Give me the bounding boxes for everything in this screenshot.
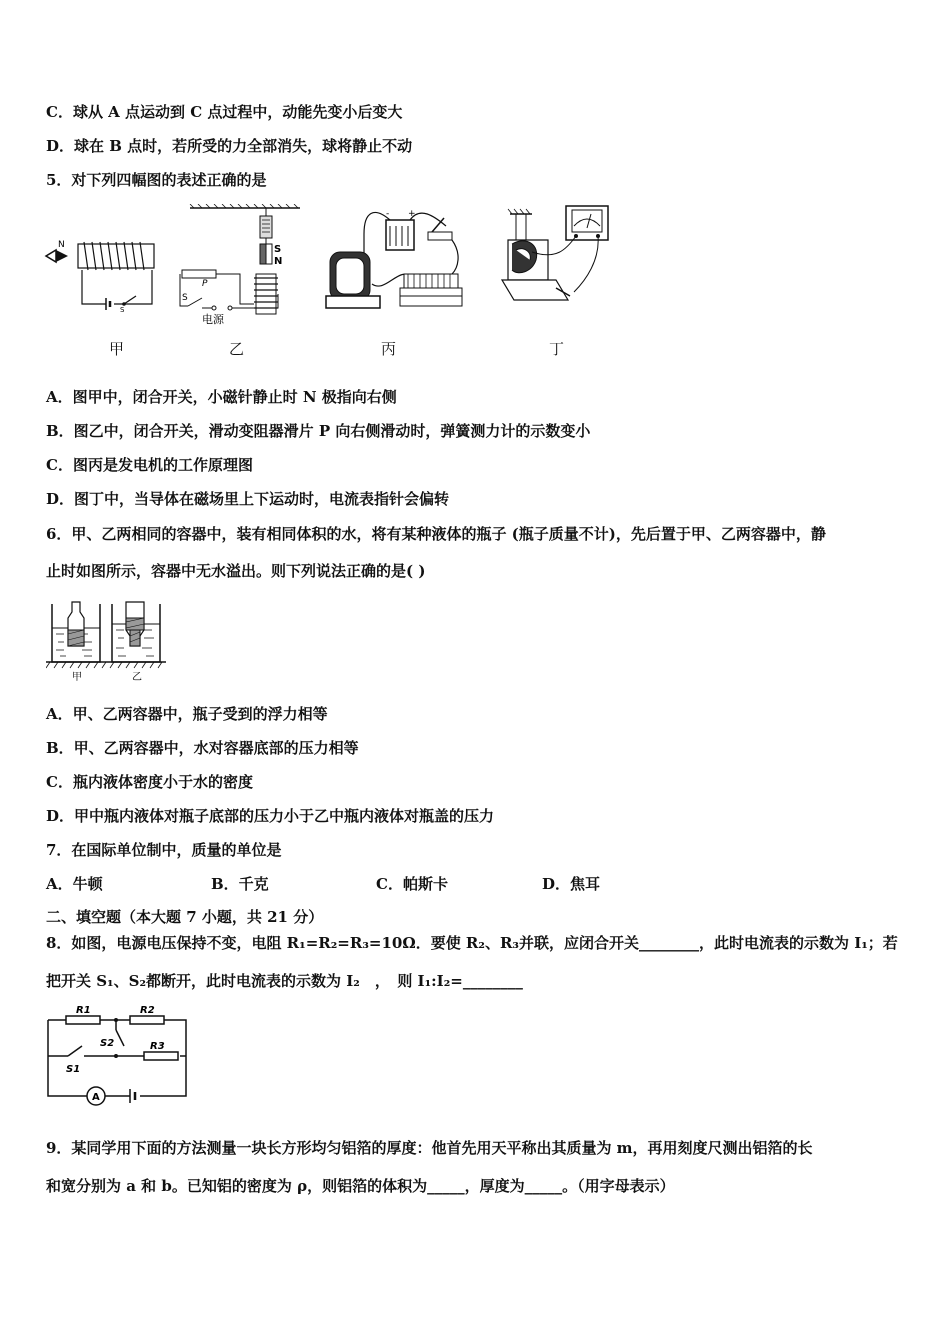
q5-stem: 5．对下列四幅图的表述正确的是 [46,171,267,189]
switch-s-label: S [120,306,125,312]
r2-label: R2 [140,1005,155,1016]
q6-option-b: B．甲、乙两容器中，水对容器底部的压力相等 [46,739,359,757]
svg-text:-: - [386,209,390,219]
q6-stem-line2: 止时如图所示，容器中无水溢出。则下列说法正确的是( ) [46,562,426,580]
q5-figure-yi [174,204,304,326]
q5-figure-jia [44,232,164,312]
s2-label: S2 [100,1038,115,1049]
q9-line1: 9．某同学用下面的方法测量一块长方形均匀铝箔的厚度：他首先用天平称出其质量为 m，再用刻度尺测出铝箔的长 [46,1139,813,1157]
svg-text:+: + [408,209,416,219]
switch-s2-label: S [182,293,188,303]
q7-option-d: D．焦耳 [542,875,601,893]
q8-line1: 8．如图，电源电压保持不变，电阻 R₁=R₂=R₃=10Ω．要使 R₂、R₃并联，应闭合开关________，此时电流表的示数为 I₁；若 [46,934,898,952]
q7-option-c: C．帕斯卡 [376,875,448,893]
q6-option-d: D．甲中瓶内液体对瓶子底部的压力小于乙中瓶内液体对瓶盖的压力 [46,807,495,825]
q5-option-a: A．图甲中，闭合开关，小磁针静止时 N 极指向右侧 [46,388,397,406]
magnet-n-label: N [274,256,283,267]
q7-options [46,874,646,894]
q4-option-c: C．球从 A 点运动到 C 点过程中，动能先变小后变大 [46,103,403,121]
q5-option-b: B．图乙中，闭合开关，滑动变阻器滑片 P 向右侧滑动时，弹簧测力计的示数变小 [46,422,591,440]
q5-caption-ding: 丁 [549,340,565,358]
power-label: 电源 [202,313,224,326]
magnet-s-label: S [274,244,282,255]
q5-option-c: C．图丙是发电机的工作原理图 [46,456,253,474]
r3-label: R3 [150,1041,165,1052]
q5-caption-yi: 乙 [229,340,245,358]
q5-figure-ding [496,200,616,312]
q6-caption-yi: 乙 [132,672,142,683]
needle-n-label: N [58,240,65,250]
q6-caption-jia: 甲 [72,672,82,683]
slider-p-label: P [202,279,208,289]
q6-stem-line1: 6．甲、乙两相同的容器中，装有相同体积的水，将有某种液体的瓶子 (瓶子质量不计)，先后置于甲、乙两容器中，静 [46,525,826,543]
section-2-title: 二、填空题（本大题 7 小题，共 21 分） [46,908,324,926]
q8-circuit-diagram [44,1000,190,1106]
q6-figure [46,598,166,684]
q5-caption-bing: 丙 [381,340,397,358]
q5-figure-bing [324,204,464,316]
r1-label: R1 [76,1005,91,1016]
q5-caption-jia: 甲 [109,340,125,358]
q8-line2: 把开关 S₁、S₂都断开，此时电流表的示数为 I₂ ， 则 I₁:I₂=________ [46,972,523,990]
q7-option-b: B．千克 [211,875,269,893]
q5-option-d: D．图丁中，当导体在磁场里上下运动时，电流表指针会偏转 [46,490,450,508]
q7-stem: 7．在国际单位制中，质量的单位是 [46,841,282,859]
q4-option-d: D．球在 B 点时，若所受的力全部消失，球将静止不动 [46,137,413,155]
s1-label: S1 [66,1064,81,1075]
q7-option-a: A．牛顿 [46,875,103,893]
ammeter-label: A [92,1092,100,1103]
q6-option-a: A．甲、乙两容器中，瓶子受到的浮力相等 [46,705,328,723]
q9-line2: 和宽分别为 a 和 b。已知铝的密度为 ρ，则铝箔的体积为_____，厚度为_____。（用字母表示） [46,1177,675,1195]
q6-option-c: C．瓶内液体密度小于水的密度 [46,773,253,791]
